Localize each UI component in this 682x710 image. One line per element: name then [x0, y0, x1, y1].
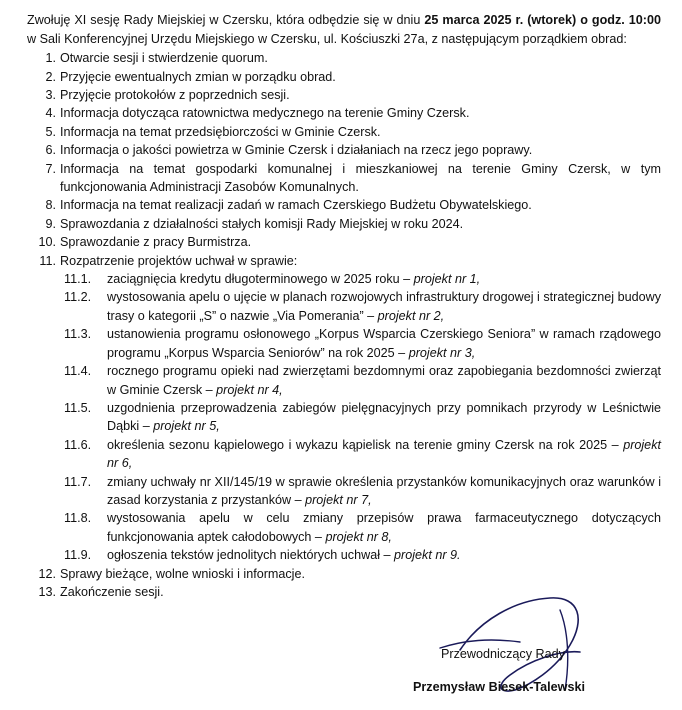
agenda-item-number: 5. — [45, 124, 56, 139]
agenda-item — [27, 196, 661, 214]
agenda-subitem — [27, 436, 661, 473]
subitem-number: 11.4. — [64, 364, 92, 379]
project-ref: projekt nr 2, — [377, 308, 445, 323]
subitem-body: wystosowania apelu w celu zmiany przepisów prawa farmaceutycznego dotyczących funkcjonowania aptek całodobowych – — [107, 511, 661, 544]
intro-paragraph — [27, 11, 661, 48]
agenda-item — [27, 160, 661, 197]
project-ref: projekt nr 7, — [305, 492, 372, 507]
subitem-number: 11.2. — [64, 290, 92, 305]
subitem-text — [107, 399, 661, 436]
subitem-number: 11.6. — [64, 437, 92, 452]
agenda-item-text: Przyjęcie ewentualnych zmian w porządku obrad. — [60, 69, 336, 84]
subitem-text — [107, 325, 661, 362]
agenda-item-number: 12. — [38, 566, 56, 581]
agenda-item-number: 1. — [45, 51, 56, 66]
chairman-name: Przemysław Biesek-Talewski — [413, 680, 585, 694]
agenda-item-text: Informacja na temat przedsiębiorczości w Gminie Czersk. — [60, 124, 381, 139]
agenda-item — [27, 252, 661, 270]
agenda-item-text: Sprawozdania z działalności stałych komisji Rady Miejskiej w roku 2024. — [60, 216, 464, 231]
agenda-item-text: Informacja dotycząca ratownictwa medycznego na terenie Gminy Czersk. — [60, 106, 470, 121]
agenda-item — [27, 49, 661, 67]
agenda-item-text: Sprawozdanie z pracy Burmistrza. — [60, 235, 252, 250]
chairman-label: Przewodniczący Rady — [441, 647, 565, 661]
intro-text-1: Zwołuję XI sesję Rady Miejskiej w Czersku, która odbędzie się w dniu — [27, 13, 425, 27]
subitem-number: 11.1. — [64, 272, 92, 287]
agenda-item-text: Przyjęcie protokołów z poprzednich sesji. — [60, 88, 290, 102]
agenda-item-number: 9. — [45, 216, 56, 231]
subitem-body: rocznego programu opieki nad zwierzętami bezdomnymi oraz zapobiegania bezdomności zwierząt w Gminie Czersk – — [107, 364, 661, 397]
agenda-item — [27, 233, 661, 251]
intro-text-2: w Sali Konferencyjnej Urzędu Miejskiego w Czersku, ul. Kościuszki 27a, z następującym porządkiem obrad: — [27, 31, 627, 46]
subitem-number: 11.3. — [64, 327, 92, 342]
agenda-item-text: Sprawy bieżące, wolne wnioski i informacje. — [60, 566, 305, 581]
agenda-subitem — [27, 288, 661, 325]
agenda-item-number: 10. — [38, 235, 56, 250]
agenda-item — [27, 104, 661, 122]
subitem-number: 11.5. — [64, 400, 92, 415]
project-ref: projekt nr 6, — [107, 437, 661, 471]
agenda-item-number: 7. — [45, 161, 56, 176]
agenda-item-text: Rozpatrzenie projektów uchwał w sprawie: — [60, 253, 298, 268]
agenda-item-number: 11. — [39, 253, 56, 268]
agenda-list — [27, 49, 661, 601]
agenda-item — [27, 86, 661, 104]
agenda-item-text: Informacja na temat gospodarki komunalnej i mieszkaniowej na terenie Gminy Czersk, w tym funkcjonowania Administracji Zasobów Komunalnych. — [60, 161, 661, 195]
agenda-item — [27, 215, 661, 233]
subitem-text — [107, 546, 661, 564]
subitem-text — [107, 473, 661, 510]
subitem-body: ustanowienia programu osłonowego „Korpus Wsparcia Czerskiego Seniora” w ramach rządowego programu „Korpus Wsparcia Seniorów” na rok 2025 – — [107, 327, 661, 360]
agenda-item — [27, 583, 661, 601]
handwritten-signature — [420, 590, 590, 700]
agenda-item-text: Zakończenie sesji. — [60, 584, 164, 599]
subitem-text — [107, 362, 661, 399]
subitem-number: 11.9. — [64, 548, 92, 563]
subitem-text — [107, 509, 661, 546]
agenda-subitem — [27, 546, 661, 564]
subitem-text — [107, 436, 661, 473]
agenda-item — [27, 141, 661, 159]
agenda-item-number: 13. — [38, 584, 56, 599]
subitem-text — [107, 288, 661, 325]
agenda-subitem — [27, 270, 661, 288]
agenda-item-number: 8. — [45, 198, 56, 213]
agenda-subitem — [27, 509, 661, 546]
project-ref: projekt nr 1, — [413, 272, 481, 287]
agenda-item — [27, 123, 661, 141]
agenda-item-number: 6. — [45, 143, 56, 158]
agenda-item-number: 4. — [45, 106, 56, 121]
project-ref: projekt nr 4, — [216, 382, 283, 397]
subitem-body: wystosowania apelu o ujęcie w planach rozwojowych infrastruktury drogowej i strategicznej budowy trasy o kategorii „S” o nazwie „Via Pomerania” – — [107, 290, 661, 323]
subitem-body: zmiany uchwały nr XII/145/19 w sprawie określenia przystanków komunikacyjnych oraz warunków i zasad korzystania z przystanków – — [107, 474, 661, 507]
agenda-item-text: Otwarcie sesji i stwierdzenie quorum. — [60, 51, 268, 66]
agenda-item — [27, 68, 661, 86]
document-page — [27, 11, 661, 601]
subitem-body: ogłoszenia tekstów jednolitych niektórych uchwał – — [107, 548, 395, 563]
agenda-item-number: 2. — [45, 69, 56, 84]
subitem-number: 11.7. — [64, 474, 92, 489]
session-date: 25 marca 2025 r. (wtorek) o godz. 10:00 — [424, 13, 661, 27]
subitem-body: określenia sezonu kąpielowego i wykazu kąpielisk na terenie gminy Czersk na rok 2025 – — [107, 437, 624, 452]
agenda-item-number: 3. — [45, 88, 56, 102]
subitem-body: zaciągnięcia kredytu długoterminowego w 2025 roku – — [107, 272, 414, 287]
agenda-item-text: Informacja o jakości powietrza w Gminie Czersk i działaniach na rzecz jego poprawy. — [60, 143, 533, 158]
subitem-number: 11.8. — [64, 511, 92, 526]
project-ref: projekt nr 3, — [408, 345, 476, 360]
agenda-subitem — [27, 399, 661, 436]
subitem-body: uzgodnienia przeprowadzenia zabiegów pielęgnacyjnych przy pomnikach przyrody w Leśnictwie Dąbki – — [107, 400, 661, 434]
project-ref: projekt nr 5, — [153, 419, 220, 434]
agenda-subitem — [27, 362, 661, 399]
agenda-subitem — [27, 473, 661, 510]
subitem-text — [107, 270, 661, 288]
project-ref: projekt nr 9. — [394, 548, 461, 563]
agenda-subitem — [27, 325, 661, 362]
project-ref: projekt nr 8, — [325, 529, 392, 544]
agenda-item — [27, 565, 661, 583]
agenda-item-text: Informacja na temat realizacji zadań w ramach Czerskiego Budżetu Obywatelskiego. — [60, 198, 532, 213]
